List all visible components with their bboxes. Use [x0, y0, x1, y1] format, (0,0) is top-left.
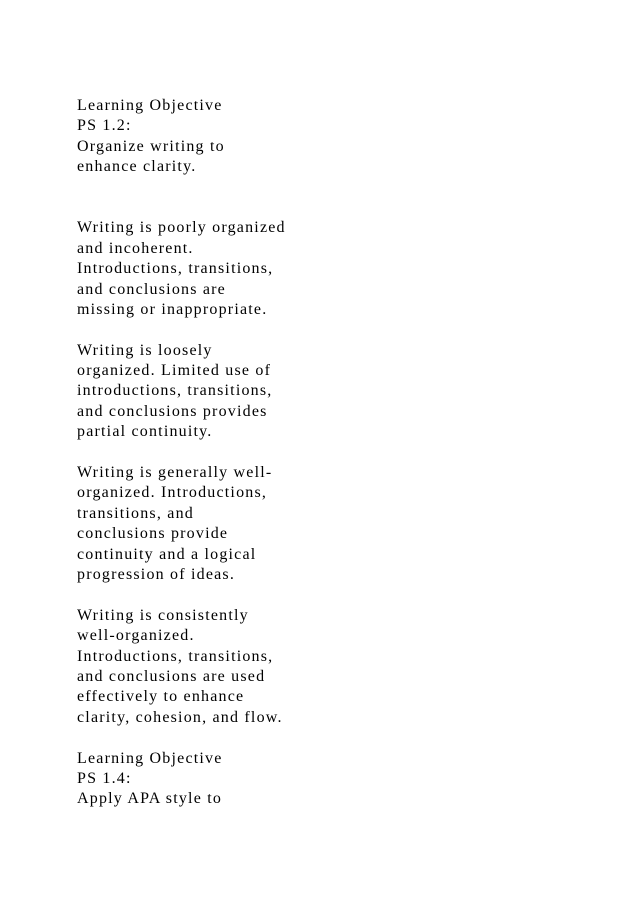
blank-line	[77, 443, 377, 463]
criterion-general-line: Writing is generally well-	[77, 464, 273, 482]
criterion-consistent-line: effectively to enhance	[77, 688, 245, 706]
criterion-loose-line: partial continuity.	[77, 423, 213, 441]
criterion-loose-line: introductions, transitions,	[77, 382, 273, 400]
blank-line	[77, 320, 377, 340]
criterion-general-line: transitions, and	[77, 504, 194, 522]
document-text	[77, 96, 377, 810]
objective-text-line: Apply APA style to	[77, 790, 223, 808]
criterion-loose-line: and conclusions provides	[77, 402, 268, 420]
heading-learning-objective: Learning Objective	[77, 749, 223, 767]
objective-text-line: enhance clarity.	[77, 158, 197, 176]
criterion-poor-line: Writing is poorly organized	[77, 219, 286, 237]
criterion-general-line: organized. Introductions,	[77, 484, 268, 502]
heading-learning-objective: Learning Objective	[77, 97, 223, 114]
objective-code: PS 1.2:	[77, 117, 132, 135]
criterion-poor-line: and conclusions are	[77, 280, 226, 298]
criterion-consistent-line: clarity, cohesion, and flow.	[77, 708, 283, 726]
objective-text-line: Organize writing to	[77, 137, 225, 155]
criterion-loose-line: organized. Limited use of	[77, 362, 272, 380]
blank-line	[77, 728, 377, 748]
criterion-general-line: progression of ideas.	[77, 565, 236, 583]
criterion-general-line: conclusions provide	[77, 525, 229, 543]
criterion-poor-line: missing or inappropriate.	[77, 300, 268, 318]
blank-line	[77, 178, 377, 198]
criterion-consistent-line: well-organized.	[77, 627, 195, 645]
criterion-consistent-line: Writing is consistently	[77, 606, 249, 624]
criterion-consistent-line: and conclusions are used	[77, 667, 266, 685]
criterion-consistent-line: Introductions, transitions,	[77, 647, 274, 665]
criterion-general-line: continuity and a logical	[77, 545, 257, 563]
blank-line	[77, 198, 377, 218]
objective-code: PS 1.4:	[77, 769, 132, 787]
criterion-loose-line: Writing is loosely	[77, 341, 213, 359]
blank-line	[77, 585, 377, 605]
criterion-poor-line: Introductions, transitions,	[77, 260, 274, 278]
criterion-poor-line: and incoherent.	[77, 239, 194, 257]
